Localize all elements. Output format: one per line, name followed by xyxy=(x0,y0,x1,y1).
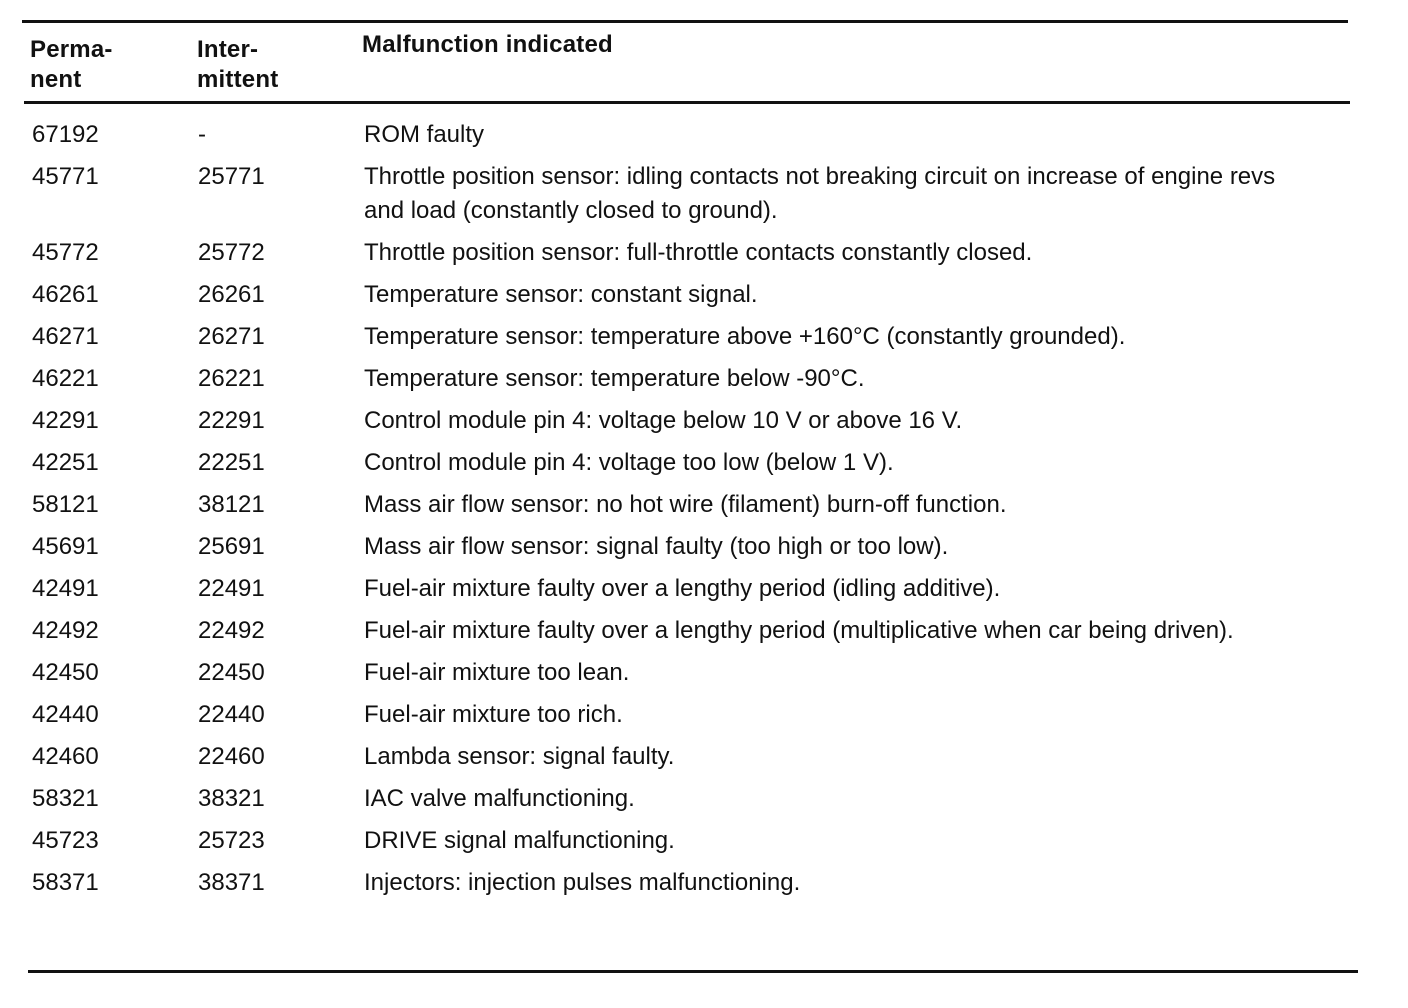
header-permanent-line1: Perma- xyxy=(30,36,113,63)
cell-permanent-code: 46271 xyxy=(32,323,99,350)
cell-malfunction-description: Throttle position sensor: idling contacts not breaking circuit on increase of engine revs and load (constantly closed to ground). xyxy=(364,163,1276,224)
cell-permanent-code: 67192 xyxy=(32,121,99,148)
header-permanent-line2: nent xyxy=(30,66,82,93)
cell-intermittent-code: 38371 xyxy=(198,869,265,896)
cell-malfunction-description: Fuel-air mixture faulty over a lengthy period (idling additive). xyxy=(364,575,1001,602)
table-row xyxy=(0,404,1408,446)
cell-permanent-code: 45723 xyxy=(32,827,99,854)
table-row xyxy=(0,698,1408,740)
table-top-rule xyxy=(22,20,1348,23)
table-row xyxy=(0,320,1408,362)
table-bottom-rule xyxy=(28,970,1358,973)
cell-malfunction-description: Temperature sensor: temperature below -90°C. xyxy=(364,365,865,392)
table-row xyxy=(0,530,1408,572)
cell-malfunction-description: DRIVE signal malfunctioning. xyxy=(364,827,675,854)
cell-malfunction-description: Throttle position sensor: full-throttle contacts constantly closed. xyxy=(364,239,1033,266)
cell-intermittent-code: 25691 xyxy=(198,533,265,560)
cell-intermittent-code: 22291 xyxy=(198,407,265,434)
header-intermittent xyxy=(197,35,278,95)
table-row xyxy=(0,236,1408,278)
cell-malfunction-description: IAC valve malfunctioning. xyxy=(364,785,635,812)
cell-permanent-code: 46221 xyxy=(32,365,99,392)
cell-malfunction-description: Control module pin 4: voltage below 10 V or above 16 V. xyxy=(364,407,963,434)
table-row xyxy=(0,446,1408,488)
table-row xyxy=(0,740,1408,782)
cell-malfunction-description: Injectors: injection pulses malfunctioning. xyxy=(364,869,801,896)
table-row xyxy=(0,824,1408,866)
header-permanent xyxy=(30,35,113,95)
cell-intermittent-code: 25723 xyxy=(198,827,265,854)
table-row xyxy=(0,362,1408,404)
table-row xyxy=(0,160,1408,236)
table-row xyxy=(0,866,1408,908)
cell-permanent-code: 45772 xyxy=(32,239,99,266)
cell-intermittent-code: 22450 xyxy=(198,659,265,686)
cell-intermittent-code: 22440 xyxy=(198,701,265,728)
cell-permanent-code: 42491 xyxy=(32,575,99,602)
table-row xyxy=(0,656,1408,698)
table-row xyxy=(0,782,1408,824)
table-row xyxy=(0,488,1408,530)
cell-permanent-code: 58121 xyxy=(32,491,99,518)
header-intermittent-line2: mittent xyxy=(197,66,279,93)
cell-intermittent-code: - xyxy=(198,121,206,148)
table-row xyxy=(0,614,1408,656)
cell-permanent-code: 58321 xyxy=(32,785,99,812)
cell-intermittent-code: 22460 xyxy=(198,743,265,770)
cell-malfunction-description: ROM faulty xyxy=(364,121,485,148)
cell-permanent-code: 58371 xyxy=(32,869,99,896)
cell-intermittent-code: 22491 xyxy=(198,575,265,602)
cell-malfunction-description: Lambda sensor: signal faulty. xyxy=(364,743,675,770)
header-intermittent-line1: Inter- xyxy=(197,36,259,63)
cell-intermittent-code: 38321 xyxy=(198,785,265,812)
cell-malfunction-description: Temperature sensor: constant signal. xyxy=(364,281,758,308)
cell-intermittent-code: 26221 xyxy=(198,365,265,392)
cell-permanent-code: 45771 xyxy=(32,163,99,190)
cell-malfunction-description: Control module pin 4: voltage too low (below 1 V). xyxy=(364,449,894,476)
cell-permanent-code: 42440 xyxy=(32,701,99,728)
cell-malfunction-description: Fuel-air mixture faulty over a lengthy period (multiplicative when car being driven). xyxy=(364,617,1234,644)
header-malfunction: Malfunction indicated xyxy=(362,31,613,58)
cell-malfunction-description: Fuel-air mixture too lean. xyxy=(364,659,630,686)
cell-permanent-code: 42460 xyxy=(32,743,99,770)
cell-permanent-code: 42492 xyxy=(32,617,99,644)
cell-intermittent-code: 25771 xyxy=(198,163,265,190)
table-row xyxy=(0,278,1408,320)
cell-permanent-code: 42450 xyxy=(32,659,99,686)
cell-intermittent-code: 38121 xyxy=(198,491,265,518)
cell-permanent-code: 42291 xyxy=(32,407,99,434)
cell-malfunction-description: Mass air flow sensor: no hot wire (filament) burn-off function. xyxy=(364,491,1007,518)
table-row xyxy=(0,118,1408,160)
cell-permanent-code: 45691 xyxy=(32,533,99,560)
cell-permanent-code: 46261 xyxy=(32,281,99,308)
table-row xyxy=(0,572,1408,614)
cell-permanent-code: 42251 xyxy=(32,449,99,476)
header-divider-rule xyxy=(24,101,1350,104)
cell-malfunction-description: Mass air flow sensor: signal faulty (too high or too low). xyxy=(364,533,949,560)
cell-intermittent-code: 22492 xyxy=(198,617,265,644)
cell-malfunction-description: Fuel-air mixture too rich. xyxy=(364,701,623,728)
cell-malfunction-description: Temperature sensor: temperature above +160°C (constantly grounded). xyxy=(364,323,1126,350)
table-body xyxy=(0,118,1408,908)
cell-intermittent-code: 26271 xyxy=(198,323,265,350)
cell-intermittent-code: 25772 xyxy=(198,239,265,266)
cell-intermittent-code: 22251 xyxy=(198,449,265,476)
cell-intermittent-code: 26261 xyxy=(198,281,265,308)
